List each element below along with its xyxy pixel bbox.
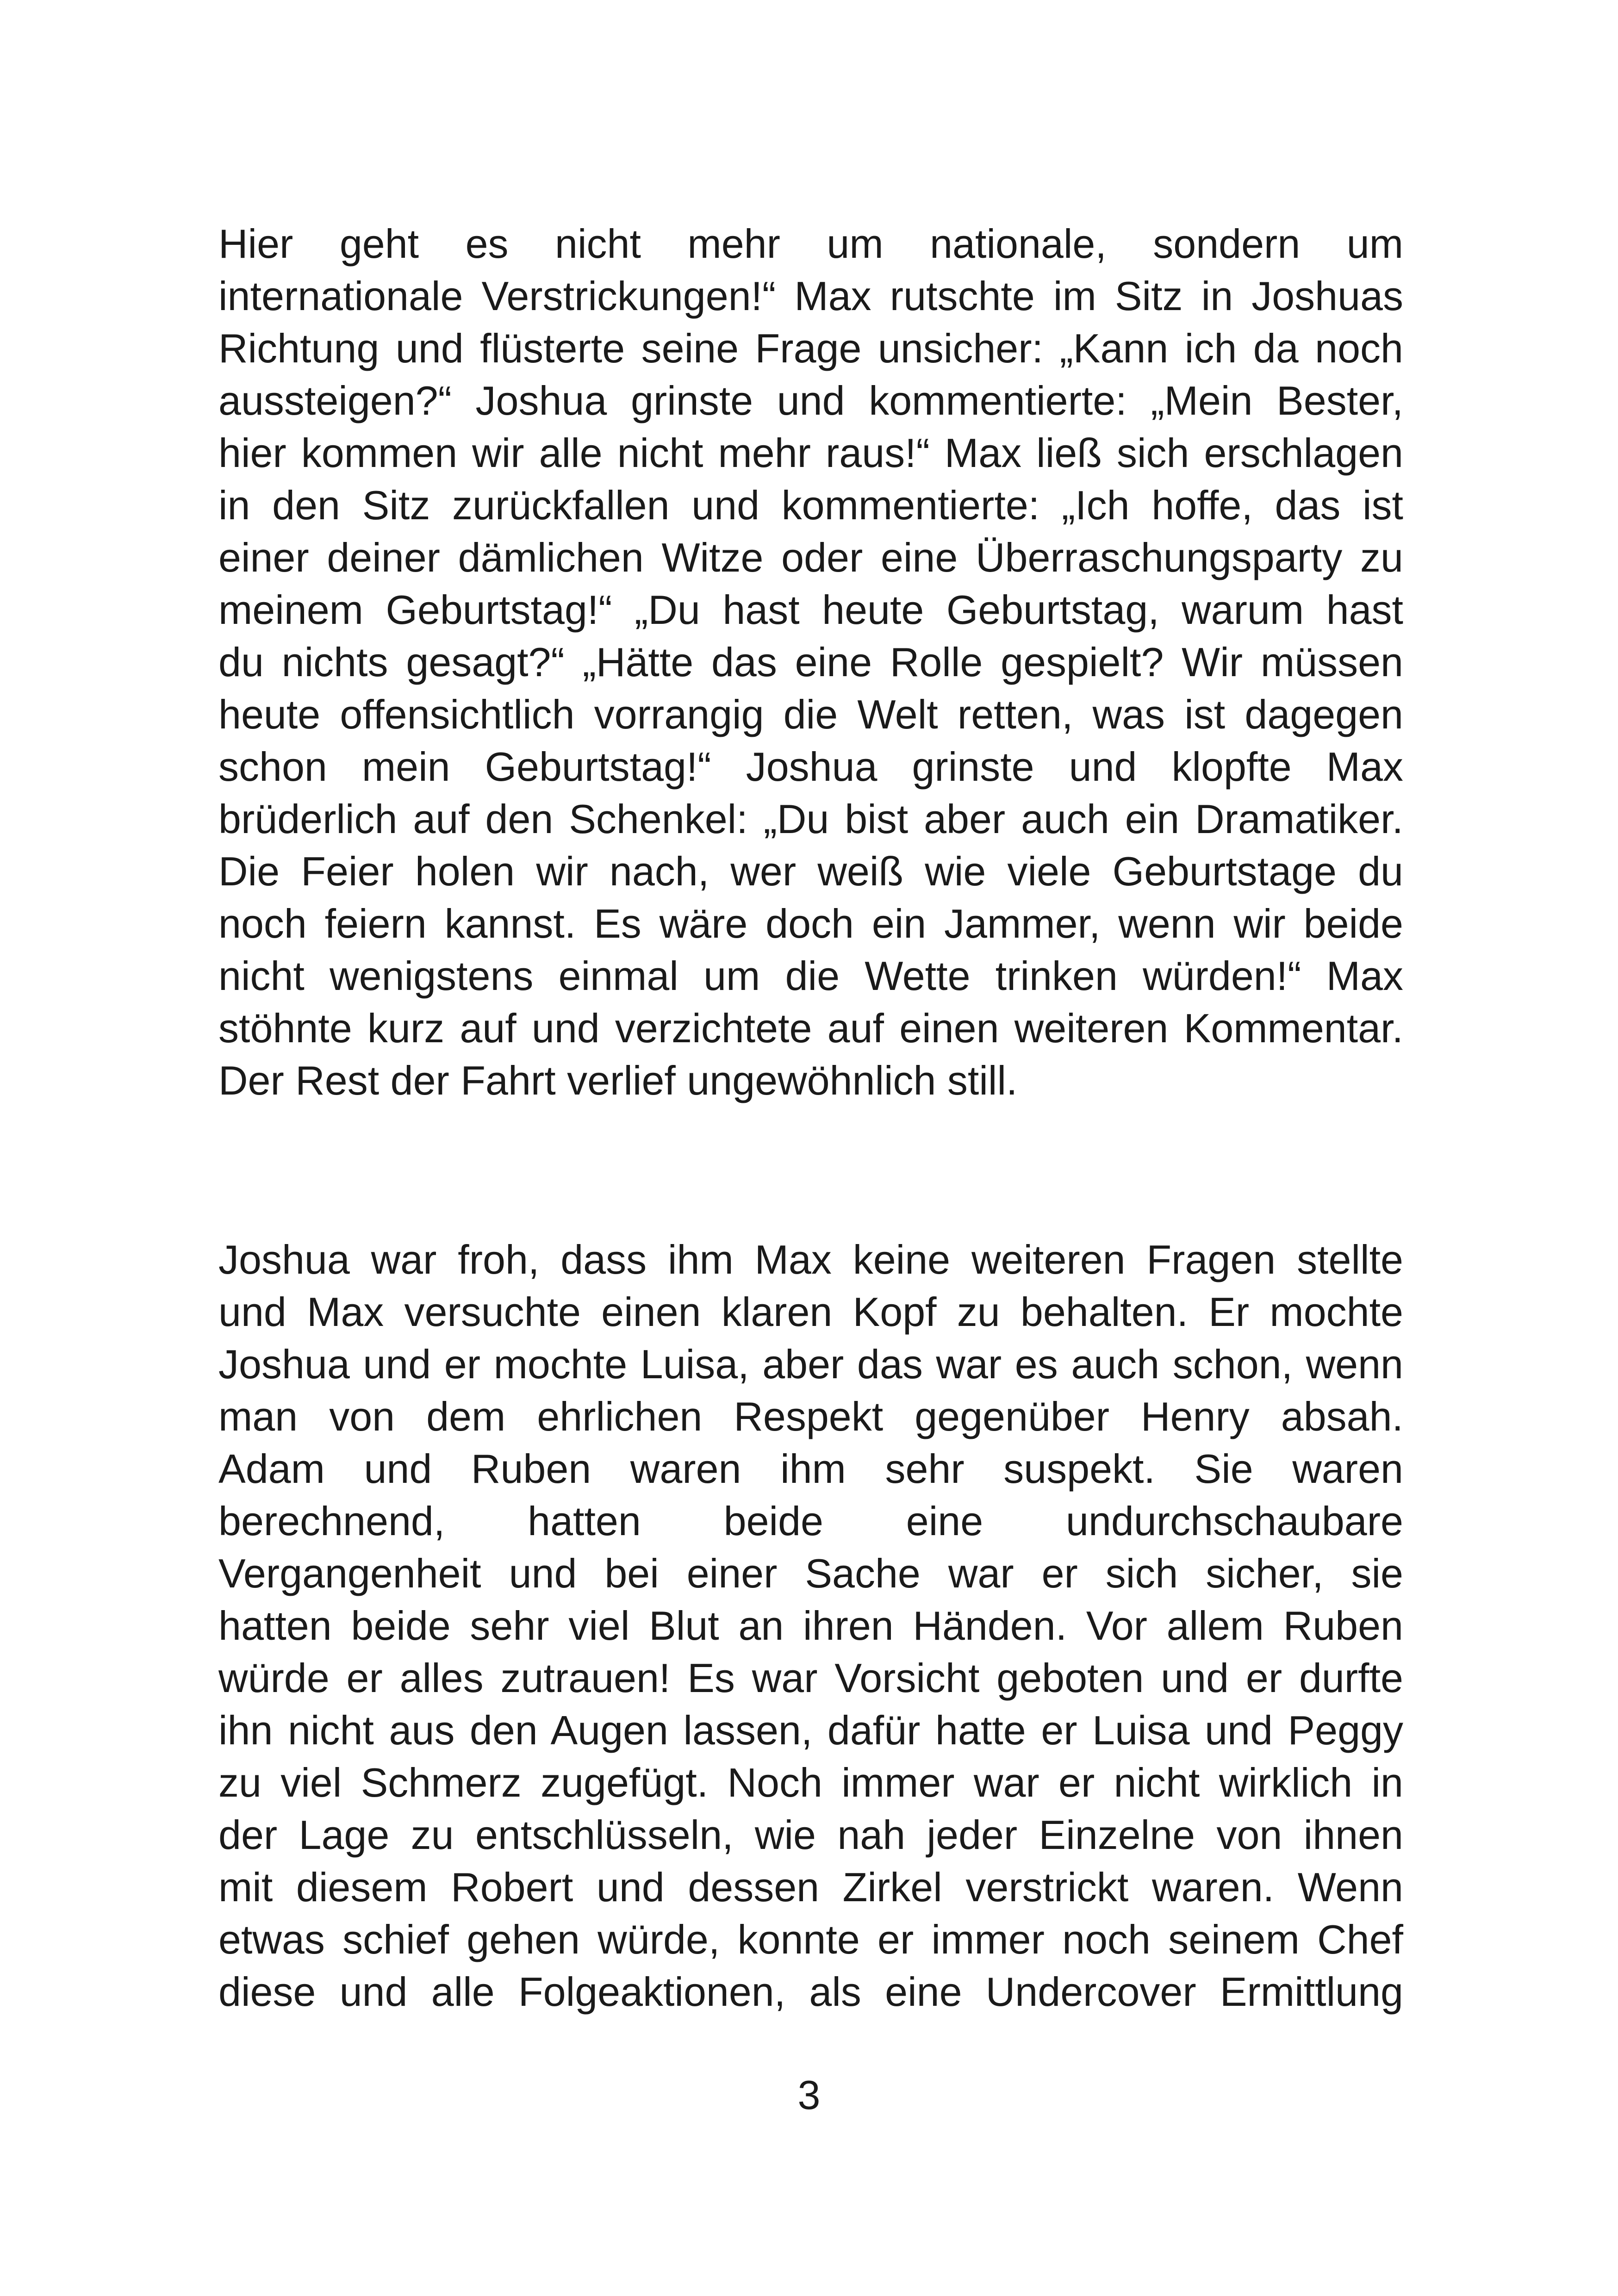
text-line: Adam und Ruben waren ihm sehr suspekt. Sie waren	[218, 1446, 1403, 1492]
text-line: internationale Verstrickungen!“ Max rutschte im Sitz in Joshuas	[218, 273, 1403, 319]
text-line: Hier geht es nicht mehr um nationale, sondern um	[218, 221, 1403, 267]
text-line: man von dem ehrlichen Respekt gegenüber Henry absah.	[218, 1394, 1403, 1439]
text-line: Richtung und flüsterte seine Frage unsicher: „Kann ich da noch	[218, 325, 1403, 371]
text-line: mit diesem Robert und dessen Zirkel verstrickt waren. Wenn	[218, 1864, 1403, 1910]
text-line: du nichts gesagt?“ „Hätte das eine Rolle gespielt? Wir müssen	[218, 639, 1403, 685]
text-line: der Lage zu entschlüsseln, wie nah jeder Einzelne von ihnen	[218, 1812, 1403, 1858]
text-line: diese und alle Folgeaktionen, als eine Undercover Ermittlung	[218, 1969, 1403, 2015]
text-line: etwas schief gehen würde, konnte er immer noch seinem Chef	[218, 1916, 1403, 1962]
text-line: Vergangenheit und bei einer Sache war er sich sicher, sie	[218, 1550, 1403, 1596]
text-line: berechnend, hatten beide eine undurchschaubare	[218, 1498, 1403, 1544]
text-line: Joshua war froh, dass ihm Max keine weiteren Fragen stellte	[218, 1237, 1403, 1282]
text-line: einer deiner dämlichen Witze oder eine Überraschungsparty zu	[218, 535, 1403, 580]
paragraph-1	[218, 218, 1403, 1107]
text-line: hatten beide sehr viel Blut an ihren Händen. Vor allem Ruben	[218, 1603, 1403, 1649]
paragraph-2	[218, 1233, 1403, 2018]
text-line: ihn nicht aus den Augen lassen, dafür hatte er Luisa und Peggy	[218, 1707, 1403, 1753]
text-line: stöhnte kurz auf und verzichtete auf einen weiteren Kommentar.	[218, 1005, 1403, 1051]
text-line: noch feiern kannst. Es wäre doch ein Jammer, wenn wir beide	[218, 901, 1403, 946]
text-line: schon mein Geburtstag!“ Joshua grinste und klopfte Max	[218, 744, 1403, 790]
text-line: brüderlich auf den Schenkel: „Du bist aber auch ein Dramatiker.	[218, 796, 1403, 842]
text-line: meinem Geburtstag!“ „Du hast heute Geburtstag, warum hast	[218, 587, 1403, 633]
text-line: in den Sitz zurückfallen und kommentierte: „Ich hoffe, das ist	[218, 482, 1403, 528]
text-line: nicht wenigstens einmal um die Wette trinken würden!“ Max	[218, 953, 1403, 999]
text-line: aussteigen?“ Joshua grinste und kommentierte: „Mein Bester,	[218, 378, 1403, 423]
text-line: würde er alles zutrauen! Es war Vorsicht geboten und er durfte	[218, 1655, 1403, 1701]
text-line: Joshua und er mochte Luisa, aber das war es auch schon, wenn	[218, 1341, 1403, 1387]
text-line: heute offensichtlich vorrangig die Welt retten, was ist dagegen	[218, 691, 1403, 737]
text-line: Die Feier holen wir nach, wer weiß wie viele Geburtstage du	[218, 848, 1403, 894]
text-line: zu viel Schmerz zugefügt. Noch immer war er nicht wirklich in	[218, 1760, 1403, 1805]
text-line: Der Rest der Fahrt verlief ungewöhnlich still.	[218, 1058, 1018, 1103]
text-line: hier kommen wir alle nicht mehr raus!“ Max ließ sich erschlagen	[218, 430, 1403, 476]
text-line: und Max versuchte einen klaren Kopf zu behalten. Er mochte	[218, 1289, 1403, 1335]
page-number: 3	[797, 2072, 821, 2118]
